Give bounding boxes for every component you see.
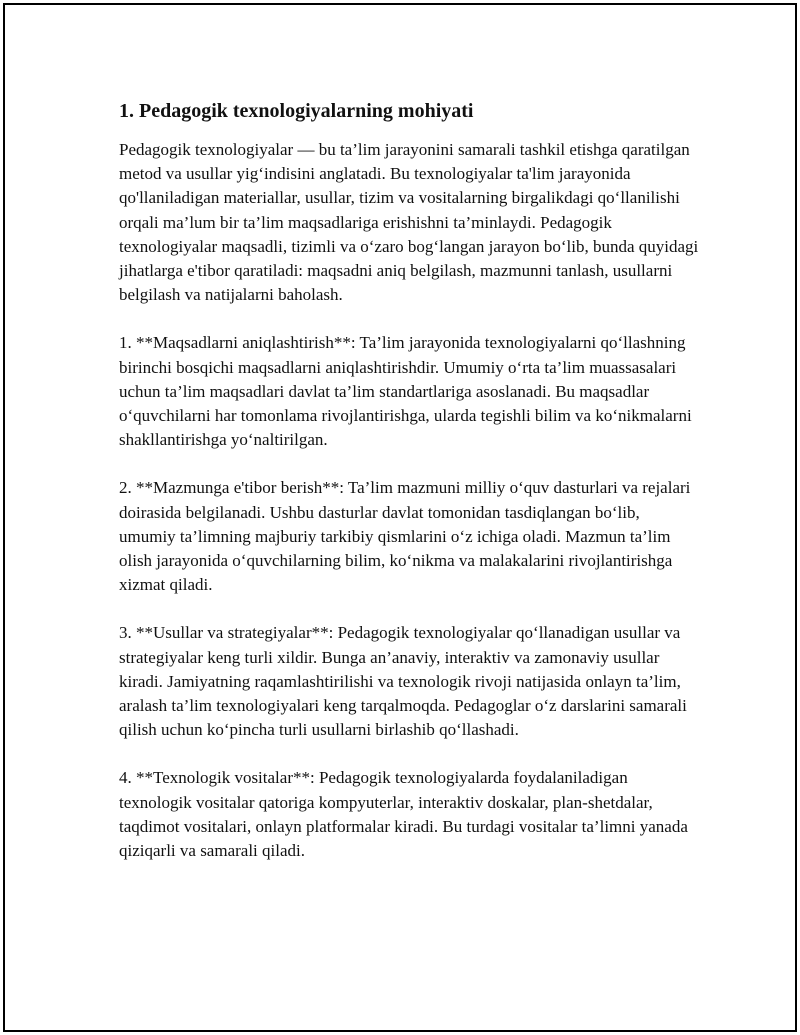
paragraph-content: 2. **Mazmunga e'tibor berish**: Ta’lim mazmuni milliy o‘quv dasturlari va rejalari doirasida belgilanadi. Ushbu dasturlar davlat tomonidan tasdiqlangan bo‘lib, umumiy ta’limning majburiy tarkibiy qismlarini o‘z ichiga oladi. Mazmun ta’lim olish jarayonida o‘quvchilarning bilim, ko‘nikma va malakalarini rivojlantirishga xizmat qiladi. <box>119 478 691 595</box>
section-heading: 1. Pedagogik texnologiyalarning mohiyati <box>119 100 474 122</box>
paragraph-methods: 3. **Usullar va strategiyalar**: Pedagogik texnologiyalar qo‘llanadigan usullar va strategiyalar keng turli xildir. Bunga an’anaviy, interaktiv va zamonaviy usullar kiradi. Jamiyatning raqamlashtirilishi va texnologik rivoji natijasida onlayn ta’lim, aralash ta’lim texnologiyalari keng tarqalmoqda. Pedagoglar o‘z darslarini samarali qilish uchun ko‘pincha turli usullarni birlashib qo‘llashadi. <box>119 623 687 740</box>
document-body <box>119 97 699 863</box>
document-page <box>3 3 797 1032</box>
paragraph-goals: 1. **Maqsadlarni aniqlashtirish**: Ta’lim jarayonida texnologiyalarni qo‘llashning birinchi bosqichi maqsadlarni aniqlashtirishdir. Umumiy o‘rta ta’lim muassasalari uchun ta’lim maqsadlari davlat ta’lim standartlariga asoslanadi. Bu maqsadlar o‘quvchilarni har tomonlama rivojlantirishga, ularda tegishli bilim va ko‘nikmalarni shakllantirishga yo‘naltirilgan. <box>119 333 692 450</box>
paragraph-tools: 4. **Texnologik vositalar**: Pedagogik texnologiyalarda foydalaniladigan texnologik vositalar qatoriga kompyuterlar, interaktiv doskalar, plan-shetdalar, taqdimot vositalari, onlayn platformalar kiradi. Bu turdagi vositalar ta’limni yanada qiziqarli va samarali qiladi. <box>119 768 688 861</box>
intro-paragraph: Pedagogik texnologiyalar — bu ta’lim jarayonini samarali tashkil etishga qaratilgan metod va usullar yig‘indisini anglatadi. Bu texnologiyalar ta'lim jarayonida qo'llaniladigan materiallar, usullar, tizim va vositalarning birgalikdagi qo‘llanilishi orqali ma’lum bir ta’lim maqsadlariga erishishni ta’minlaydi. Pedagogik texnologiyalar maqsadli, tizimli va o‘zaro bog‘langan jarayon bo‘lib, bunda quyidagi jihatlarga e'tibor qaratiladi: maqsadni aniq belgilash, mazmunni tanlash, usullarni belgilash va natijalarni baholash. <box>119 140 699 305</box>
